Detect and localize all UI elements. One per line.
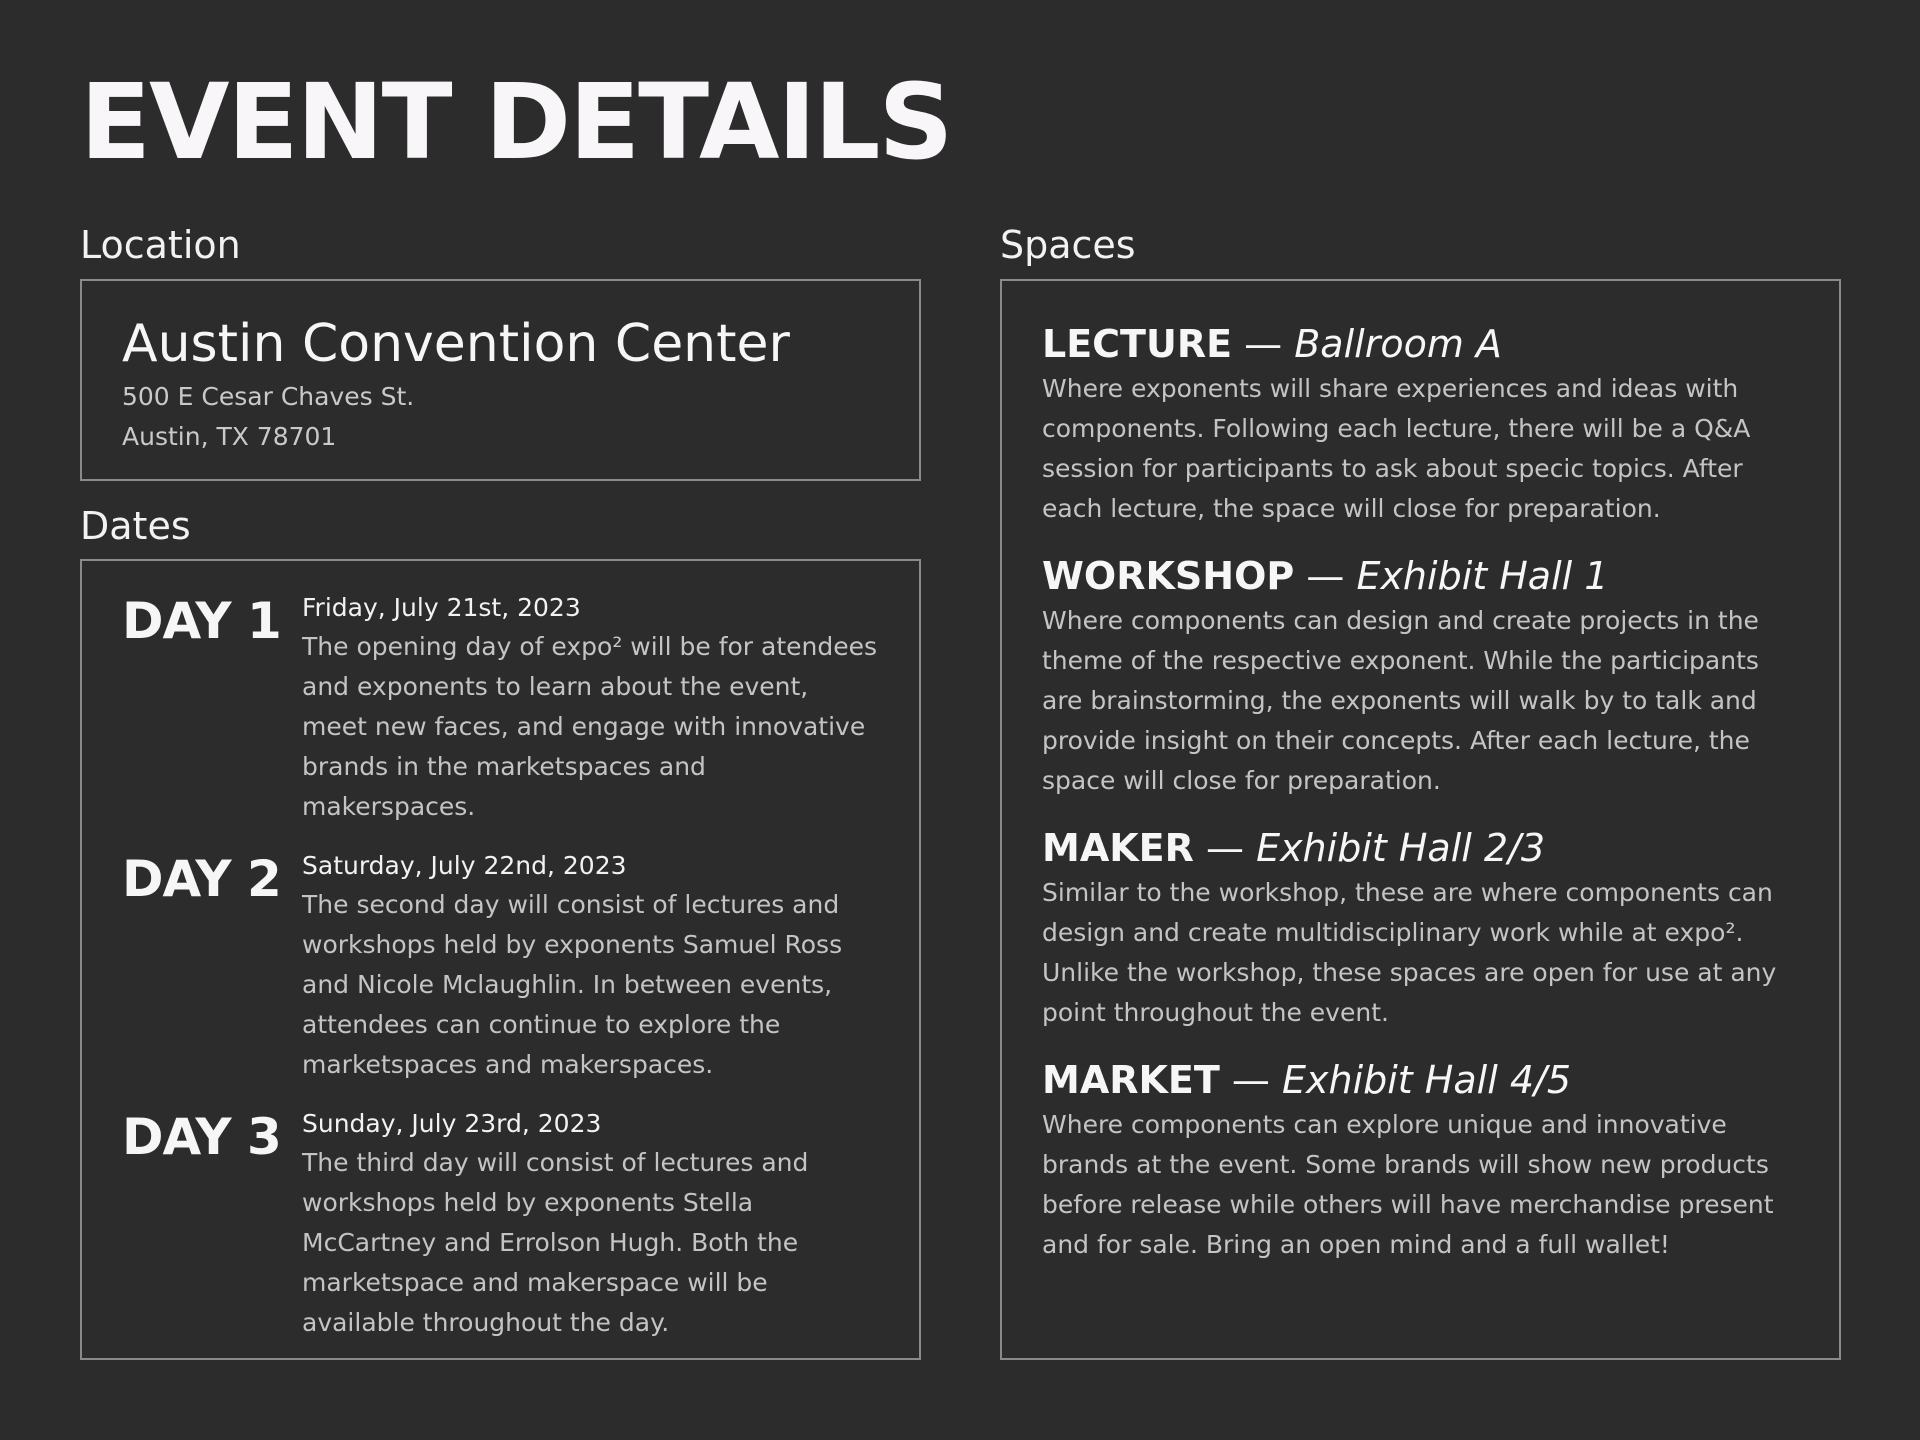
day-content bbox=[302, 849, 881, 1085]
spaces-card bbox=[1000, 279, 1841, 1360]
space-title bbox=[1042, 1057, 1801, 1103]
space-item-workshop bbox=[1042, 553, 1801, 801]
day-content bbox=[302, 1107, 881, 1343]
day-label: DAY 1 bbox=[122, 592, 281, 650]
space-separator: — bbox=[1219, 1058, 1282, 1102]
space-title bbox=[1042, 553, 1801, 599]
dates-heading: Dates bbox=[80, 504, 191, 548]
day-item-2 bbox=[122, 849, 881, 1085]
space-separator: — bbox=[1232, 322, 1295, 366]
day-description: The second day will consist of lectures and workshops held by exponents Samuel Ross and Nicole Mclaughlin. In between events, attendees can continue to explore the marketspaces and makerspaces. bbox=[302, 890, 843, 1079]
space-type: MARKET bbox=[1042, 1058, 1220, 1102]
space-item-lecture bbox=[1042, 321, 1801, 529]
location-card bbox=[80, 279, 921, 481]
day-label: DAY 3 bbox=[122, 1108, 281, 1166]
page-title: EVENT DETAILS bbox=[80, 61, 952, 183]
space-description: Where components can design and create projects in the theme of the respective exponent. While the participants are brainstorming, the exponents will walk by to talk and provide insight on their concepts. After each lecture, the space will close for preparation. bbox=[1042, 606, 1759, 795]
day-date: Sunday, July 23rd, 2023 bbox=[302, 1109, 602, 1138]
space-description: Where components can explore unique and innovative brands at the event. Some brands will show new products before release while others will have merchandise present and for sale. Bring an open mind and a full wallet! bbox=[1042, 1110, 1774, 1259]
space-item-maker bbox=[1042, 825, 1801, 1033]
space-item-market bbox=[1042, 1057, 1801, 1265]
day-date: Friday, July 21st, 2023 bbox=[302, 593, 581, 622]
venue-name: Austin Convention Center bbox=[122, 314, 790, 374]
space-title bbox=[1042, 825, 1801, 871]
space-hall: Exhibit Hall 1 bbox=[1356, 554, 1609, 598]
space-type: MAKER bbox=[1042, 826, 1194, 870]
space-separator: — bbox=[1193, 826, 1257, 870]
day-content bbox=[302, 591, 881, 827]
space-description: Similar to the workshop, these are where components can design and create multidisciplinary work while at expo². Unlike the workshop, these spaces are open for use at any point throughout the event. bbox=[1042, 878, 1777, 1027]
day-description: The third day will consist of lectures and workshops held by exponents Stella McCartney and Errolson Hugh. Both the marketspace and makerspace will be available throughout the day. bbox=[302, 1148, 809, 1337]
location-heading: Location bbox=[80, 223, 241, 267]
day-description: The opening day of expo² will be for atendees and exponents to learn about the event, meet new faces, and engage with innovative brands in the marketspaces and makerspaces. bbox=[302, 632, 878, 821]
space-hall: Ballroom A bbox=[1294, 322, 1502, 366]
space-description: Where exponents will share experiences and ideas with components. Following each lecture, there will be a Q&A session for participants to ask about specic topics. After each lecture, the space will close for preparation. bbox=[1042, 374, 1751, 523]
spaces-heading: Spaces bbox=[1000, 223, 1136, 267]
space-separator: — bbox=[1294, 554, 1357, 598]
space-type: LECTURE bbox=[1042, 322, 1233, 366]
address-line-1: 500 E Cesar Chaves St. bbox=[122, 382, 415, 411]
day-item-1 bbox=[122, 591, 881, 827]
space-type: WORKSHOP bbox=[1042, 554, 1295, 598]
address-line-2: Austin, TX 78701 bbox=[122, 422, 337, 451]
day-label: DAY 2 bbox=[122, 850, 281, 908]
day-date: Saturday, July 22nd, 2023 bbox=[302, 851, 627, 880]
space-title bbox=[1042, 321, 1801, 367]
dates-card bbox=[80, 559, 921, 1360]
space-hall: Exhibit Hall 4/5 bbox=[1281, 1058, 1571, 1102]
day-item-3 bbox=[122, 1107, 881, 1343]
space-hall: Exhibit Hall 2/3 bbox=[1256, 826, 1546, 870]
